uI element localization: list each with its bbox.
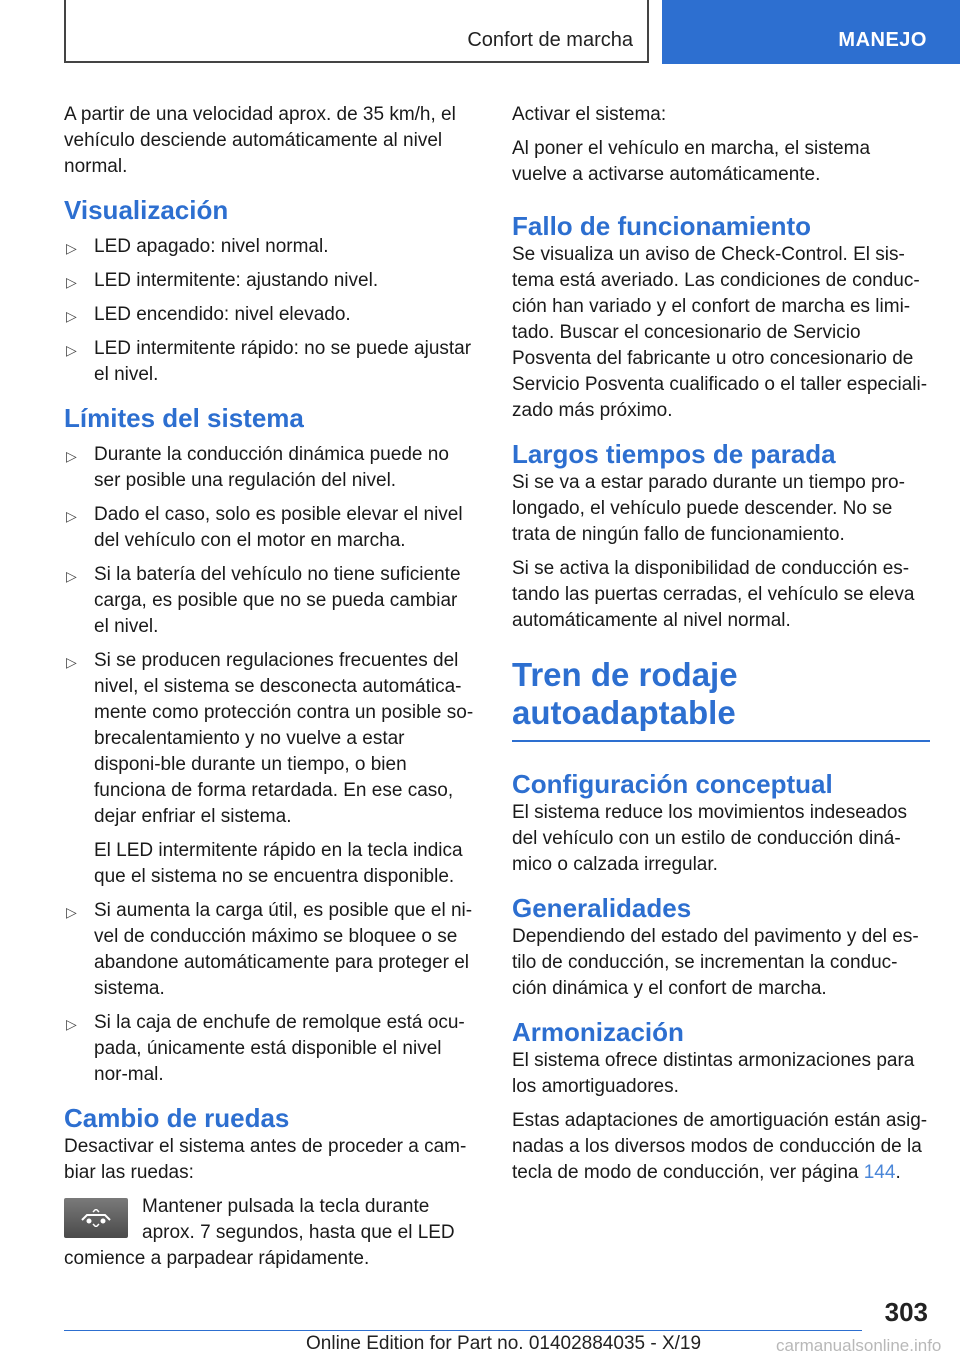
activar-paragraph: Al poner el vehículo en marcha, el sistema vuelve a activarse automáticamente. [512, 138, 871, 185]
triangle-bullet-icon: ▷ [66, 1016, 77, 1032]
armon-heading: Armonización [512, 1017, 684, 1047]
fallo-heading: Fallo de funcionamiento [512, 211, 812, 241]
right-column [512, 102, 930, 1194]
chapter-tab [662, 0, 960, 64]
edition-text: Online Edition for Part no. 01402884035 - X/19 [306, 1333, 702, 1354]
list-item: ▷ Si la batería del vehículo no tiene suficiente carga, es posible que no se pueda cambiar el nivel. [66, 564, 461, 637]
config-heading: Configuración conceptual [512, 769, 833, 799]
tren-heading-line2: autoadaptable [512, 694, 736, 731]
fallo-paragraph: Se visualiza un aviso de Check-Control. El sis-tema está averiado. Las condiciones de conduc-ción han variado y el confort de marcha es limi-tado. Buscar el concesionario de Servicio Posventa del fabricante u otro concesionario de Servicio Posventa cualificado o el taller especiali-zado más próximo. [512, 244, 928, 421]
limites-note: El LED intermitente rápido en la tecla indica que el sistema no se encuentra disponible. [94, 840, 463, 887]
left-column [64, 102, 476, 1272]
cambio-heading: Cambio de ruedas [64, 1103, 290, 1133]
tren-heading [512, 656, 930, 732]
intro-paragraph: A partir de una velocidad aprox. de 35 km/h, el vehículo desciende automáticamente al nivel normal. [64, 104, 456, 177]
largos-paragraph-1: Si se va a estar parado durante un tiempo pro-longado, el vehículo puede descender. No se trata de ningún fallo de funcionamiento. [512, 472, 905, 545]
general-heading: Generalidades [512, 893, 692, 923]
cambio-paragraph: Desactivar el sistema antes de proceder a cam-biar las ruedas: [64, 1136, 467, 1183]
suspension-key-icon [64, 1198, 128, 1238]
list-item: ▷ Si se producen regulaciones frecuentes del nivel, el sistema se desconecta automática-mente como protección contra un posible so-brecalentamiento y no vuelve a estar disponi-ble durante un tiempo, o bien funciona de forma retardada. En ese caso, dejar enfriar el sistema. El LED intermitente rápido en la tecla indica que el sistema no se encuentra disponible. [64, 648, 476, 890]
triangle-bullet-icon: ▷ [66, 904, 77, 920]
activar-label: Activar el sistema: [512, 104, 667, 125]
config-paragraph: El sistema reduce los movimientos indeseados del vehículo con un estilo de conducción diná-mico o calzada irregular. [512, 802, 907, 875]
tren-heading-line1: Tren de rodaje [512, 656, 738, 693]
section-title: Confort de marcha [467, 29, 633, 51]
general-paragraph: Dependiendo del estado del pavimento y del es-tilo de conducción, se incrementan la conduc-ción dinámica y el confort de marcha. [512, 926, 919, 999]
triangle-bullet-icon: ▷ [66, 568, 77, 584]
page-header [0, 0, 960, 66]
largos-heading: Largos tiempos de parada [512, 439, 836, 469]
triangle-bullet-icon: ▷ [66, 448, 77, 464]
key-instruction-text: Mantener pulsada la tecla durante aprox. 7 segundos, hasta que el LED comience a parpadear rápidamente. [64, 1196, 455, 1269]
visualizacion-list [64, 234, 476, 388]
armon-paragraph: El sistema ofrece distintas armonizaciones para los amortiguadores. [512, 1050, 915, 1097]
list-item: ▷ LED apagado: nivel normal. [64, 234, 476, 260]
section-tab [64, 0, 649, 63]
triangle-bullet-icon: ▷ [66, 508, 77, 524]
triangle-bullet-icon: ▷ [66, 308, 77, 324]
visualizacion-heading: Visualización [64, 195, 229, 225]
page-reference-link[interactable]: 144 [863, 1162, 896, 1183]
page-number: 303 [884, 1297, 928, 1327]
footer-divider [64, 1330, 862, 1331]
limites-heading: Límites del sistema [64, 403, 304, 433]
armon-paragraph-2: Estas adaptaciones de amortiguación están asig-nadas a los diversos modos de conducción de la tecla de modo de conducción, ver página 144. [512, 1110, 928, 1183]
watermark: carmanualsonline.info [776, 1336, 942, 1355]
list-item: ▷ Durante la conducción dinámica puede no ser posible una regulación del nivel. [66, 444, 449, 491]
heading-divider [512, 740, 930, 742]
list-item: ▷ LED intermitente rápido: no se puede ajustar el nivel. [66, 338, 472, 385]
limites-list [64, 442, 476, 1088]
list-item: ▷ Si la caja de enchufe de remolque está ocu-pada, únicamente está disponible el nivel nor-mal. [66, 1012, 465, 1085]
triangle-bullet-icon: ▷ [66, 654, 77, 670]
largos-paragraph-2: Si se activa la disponibilidad de conducción es-tando las puertas cerradas, el vehículo se eleva automáticamente al nivel normal. [512, 558, 915, 631]
triangle-bullet-icon: ▷ [66, 342, 77, 358]
key-instruction [64, 1194, 476, 1272]
triangle-bullet-icon: ▷ [66, 240, 77, 256]
list-item: ▷ LED intermitente: ajustando nivel. [64, 268, 476, 294]
triangle-bullet-icon: ▷ [66, 274, 77, 290]
list-item: ▷ LED encendido: nivel elevado. [64, 302, 476, 328]
chapter-title: MANEJO [838, 29, 927, 51]
list-item: ▷ Si aumenta la carga útil, es posible que el ni-vel de conducción máximo se bloquee o se abandone automáticamente para proteger el sistema. [66, 900, 473, 999]
list-item: ▷ Dado el caso, solo es posible elevar el nivel del vehículo con el motor en marcha. [66, 504, 463, 551]
